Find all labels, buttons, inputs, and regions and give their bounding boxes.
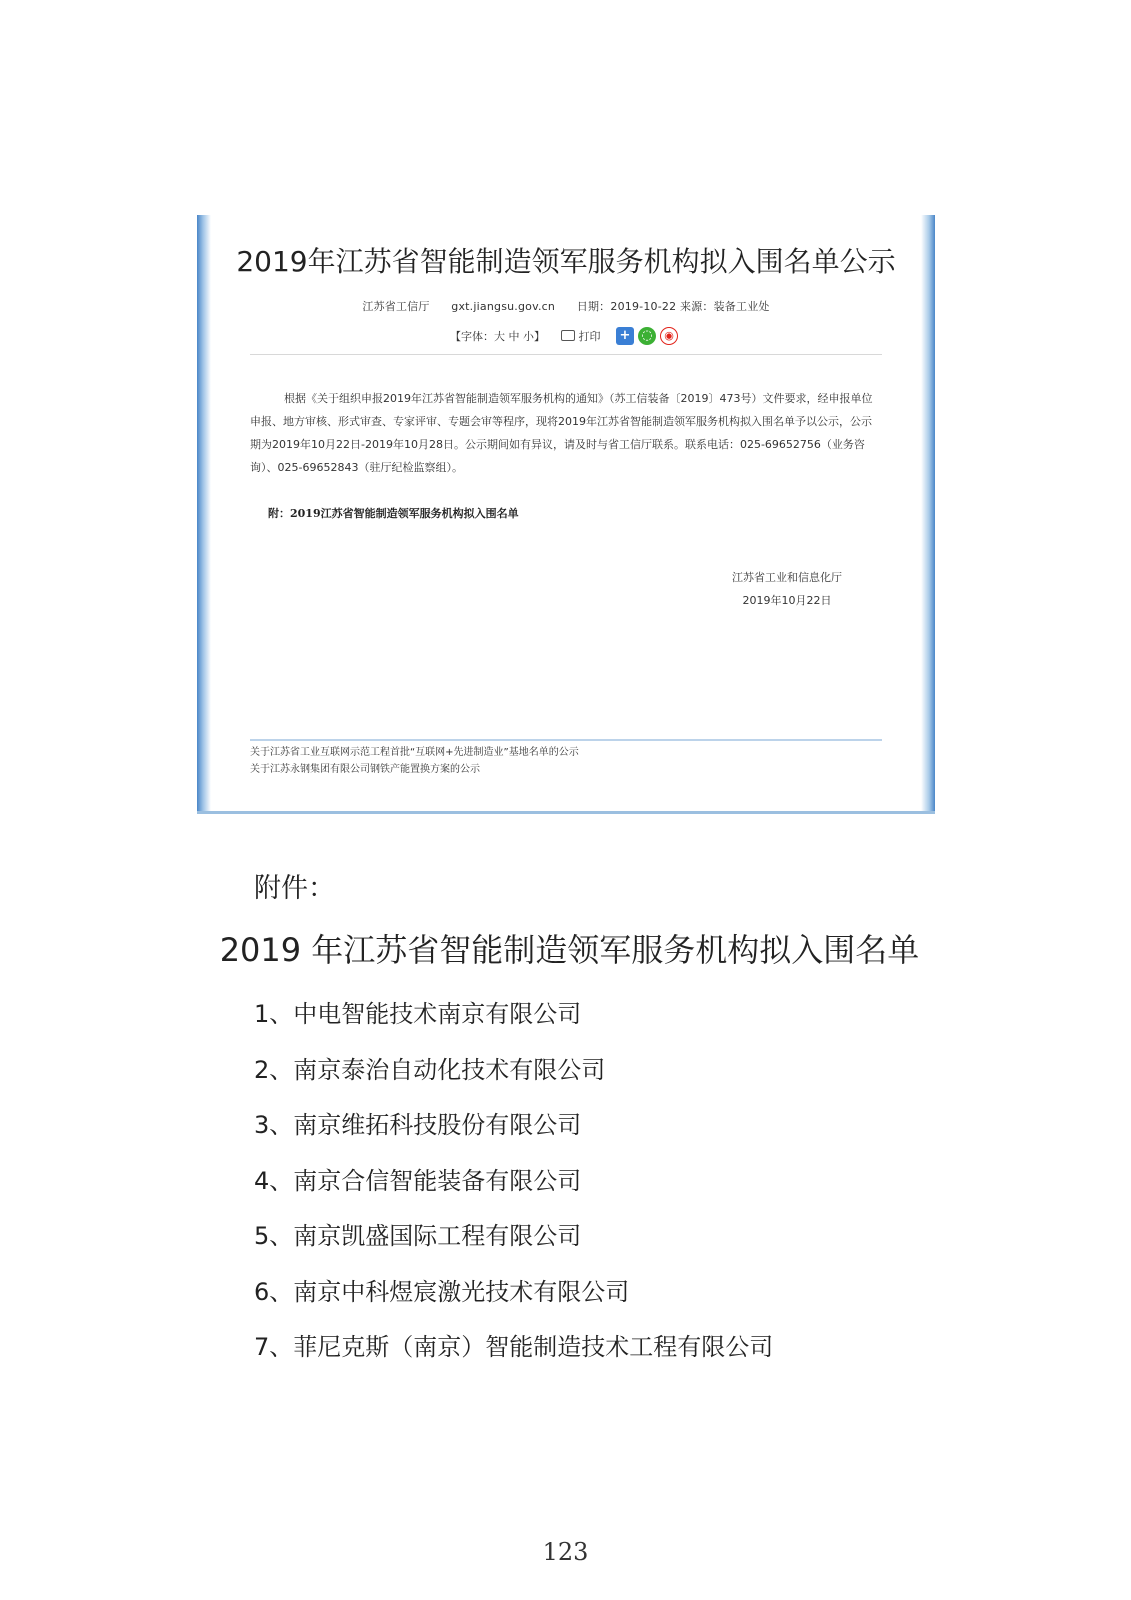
weibo-icon[interactable]: ◉ [660, 327, 678, 345]
printer-icon [561, 330, 575, 341]
print-button[interactable] [561, 328, 601, 344]
meta-org: 江苏省工信厅 [362, 300, 430, 313]
notice-toolbar [212, 327, 920, 345]
list-item: 4、南京合信智能装备有限公司 [254, 1166, 582, 1195]
signature-org: 江苏省工业和信息化厅 [732, 571, 842, 584]
header-divider [250, 354, 882, 355]
signature [732, 566, 842, 612]
font-size-switcher[interactable]: 【字体：大 中 小】 [450, 330, 545, 343]
related-link[interactable]: 关于江苏省工业互联网示范工程首批“互联网+先进制造业”基地名单的公示 [250, 747, 579, 758]
attachment-label: 附件： [254, 873, 335, 904]
notice-page [212, 215, 920, 811]
related-links [250, 744, 579, 778]
list-title: 2019 年江苏省智能制造领军服务机构拟入围名单 [219, 931, 920, 969]
list-item: 3、南京维拓科技股份有限公司 [254, 1111, 582, 1139]
company-list [254, 994, 773, 1383]
list-item: 6、南京中科煜宸激光技术有限公司 [254, 1277, 630, 1306]
webpage-screenshot [197, 215, 935, 814]
plus-share-icon[interactable]: + [616, 327, 634, 345]
signature-date: 2019年10月22日 [742, 594, 832, 607]
list-item: 2、南京泰治自动化技术有限公司 [254, 1055, 606, 1084]
related-link[interactable]: 关于江苏永钢集团有限公司钢铁产能置换方案的公示 [250, 764, 480, 775]
meta-date-source: 日期：2019-10-22 来源：装备工业处 [576, 300, 770, 313]
notice-body: 根据《关于组织申报2019年江苏省智能制造领军服务机构的通知》（苏工信装备〔2019〕473号）文件要求，经申报单位申报、地方审核、形式审查、专家评审、专题会审等程序，现将2019年江苏省智能制造领军服务机构拟入围名单予以公示，公示期为2019年10月22日-2019年10月28日。公示期间如有异议，请及时与省工信厅联系。联系电话：025-69652756（业务咨询）、025-69652843（驻厅纪检监察组）。 [250, 392, 873, 474]
attachment-link[interactable]: 附：2019江苏省智能制造领军服务机构拟入围名单 [268, 507, 519, 520]
wechat-icon[interactable]: ◌ [638, 327, 656, 345]
footer-divider [250, 739, 882, 741]
page-number: 123 [542, 1538, 589, 1566]
list-item: 7、菲尼克斯（南京）智能制造技术工程有限公司 [254, 1333, 774, 1361]
notice-meta [212, 298, 920, 314]
list-item: 1、中电智能技术南京有限公司 [254, 1000, 582, 1028]
print-label: 打印 [578, 330, 601, 343]
share-buttons [616, 327, 682, 345]
list-item: 5、南京凯盛国际工程有限公司 [254, 1222, 582, 1250]
notice-title: 2019年江苏省智能制造领军服务机构拟入围名单公示 [236, 245, 896, 278]
meta-site[interactable]: gxt.jiangsu.gov.cn [451, 300, 556, 313]
